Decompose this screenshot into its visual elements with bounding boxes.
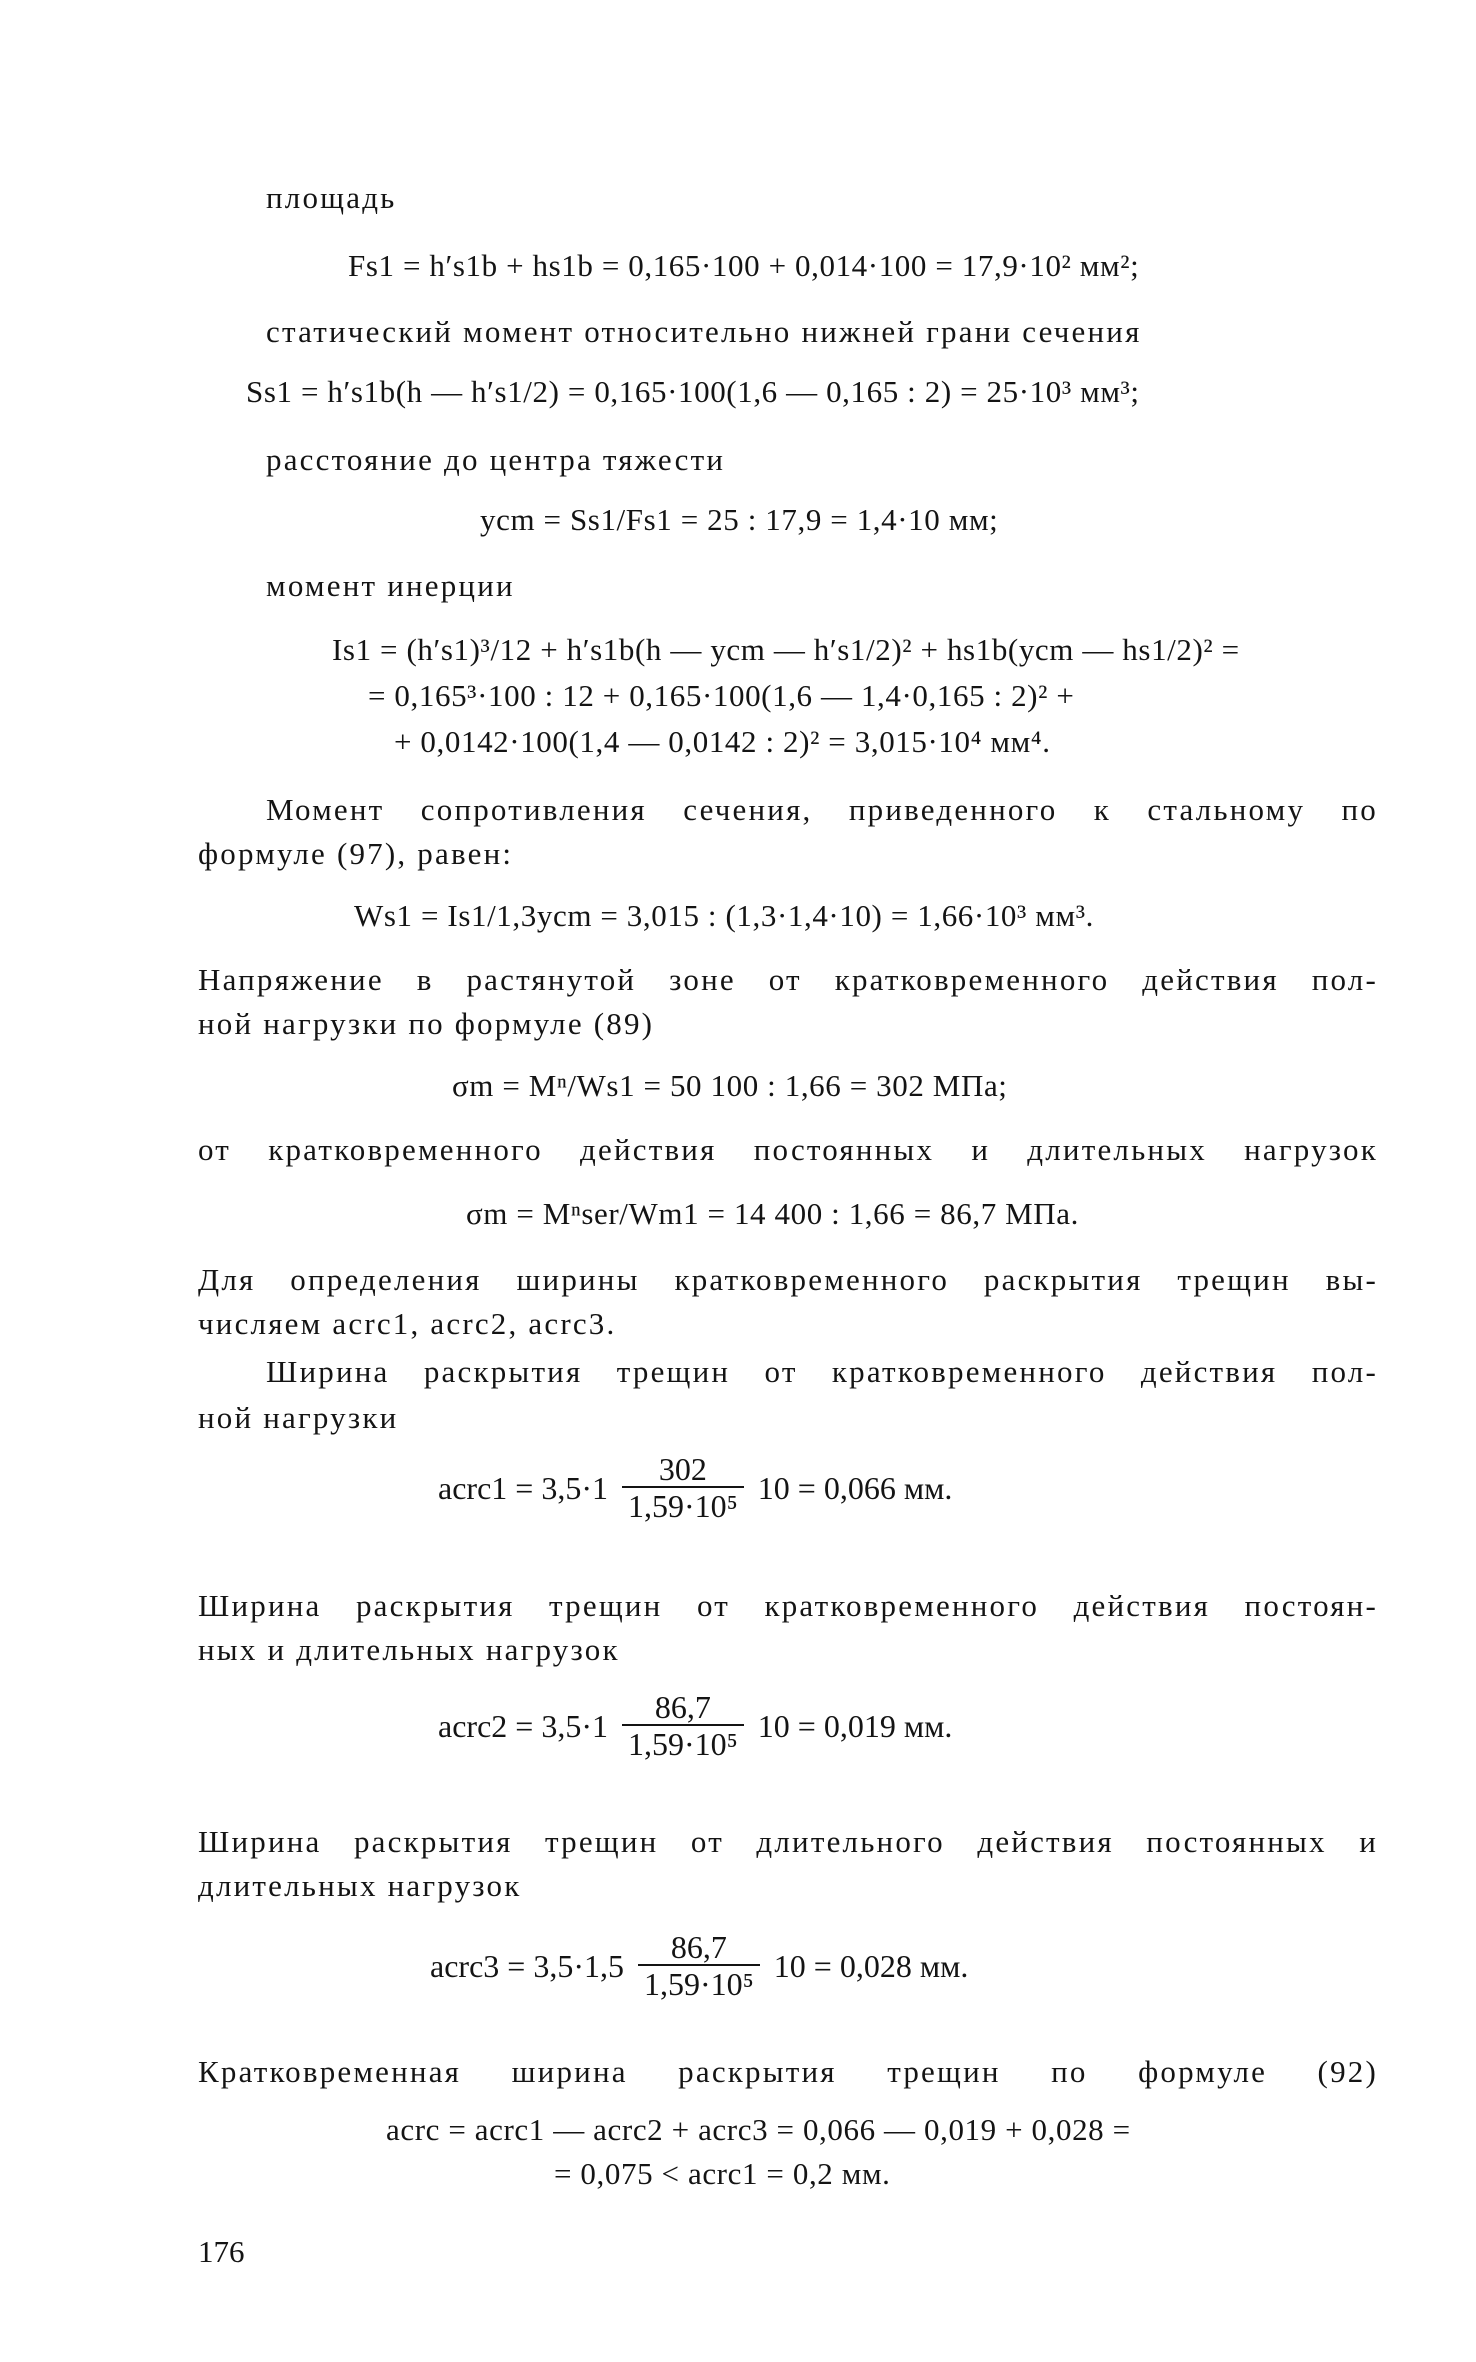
formula-line: σm = Mⁿ/Ws1 = 50 100 : 1,66 = 302 МПа; [452, 1068, 1008, 1103]
formula-lhs: acrc2 = 3,5·1 [438, 1707, 608, 1744]
formula-line: Ws1 = Is1/1,3ycm = 3,015 : (1,3·1,4·10) = 1,66·10³ мм³. [354, 898, 1094, 933]
fraction-numerator: 302 [658, 1451, 707, 1487]
text-line: формуле (97), равен: [198, 836, 514, 871]
text-line: Кратковременная ширина раскрытия трещин по формуле (92) [198, 2054, 1378, 2089]
fraction [638, 1930, 760, 2002]
formula-rhs: 10 = 0,028 мм. [773, 1947, 969, 1984]
formula-line: ycm = Ss1/Fs1 = 25 : 17,9 = 1,4·10 мм; [480, 502, 999, 537]
text-line: от кратковременного действия постоянных и длительных нагрузок [198, 1132, 1378, 1167]
crack-width-formula-3 [430, 1930, 968, 2002]
text-line: ной нагрузки по формуле (89) [198, 1006, 655, 1041]
formula-line: Ss1 = h′s1b(h — h′s1/2) = 0,165·100(1,6 — 0,165 : 2) = 25·10³ мм³; [246, 374, 1140, 409]
text-line: числяем acrc1, acrc2, acrc3. [198, 1306, 617, 1341]
text-line: Момент сопротивления сечения, приведенного к стальному по [266, 792, 1378, 827]
fraction-numerator: 86,7 [654, 1689, 711, 1725]
text-line: момент инерции [266, 568, 515, 603]
formula-rhs: 10 = 0,066 мм. [757, 1469, 953, 1506]
text-line: расстояние до центра тяжести [266, 442, 726, 477]
text-line: статический момент относительно нижней грани сечения [266, 314, 1142, 349]
text-line: Напряжение в растянутой зоне от кратковременного действия пол- [198, 962, 1378, 997]
text-line: ных и длительных нагрузок [198, 1632, 620, 1667]
fraction-denominator: 1,59·10⁵ [622, 1724, 744, 1762]
formula-line: + 0,0142·100(1,4 — 0,0142 : 2)² = 3,015·10⁴ мм⁴. [394, 724, 1051, 759]
fraction-numerator: 86,7 [670, 1929, 727, 1965]
formula-line: = 0,075 < acrc1 = 0,2 мм. [554, 2156, 891, 2191]
crack-width-formula-1 [438, 1452, 952, 1524]
formula-lhs: acrc1 = 3,5·1 [438, 1469, 608, 1506]
page-number: 176 [198, 2234, 245, 2269]
formula-line: = 0,165³·100 : 12 + 0,165·100(1,6 — 1,4·0,165 : 2)² + [368, 678, 1075, 713]
formula-lhs: acrc3 = 3,5·1,5 [430, 1947, 624, 1984]
formula-line: σm = Mⁿser/Wm1 = 14 400 : 1,66 = 86,7 МПа. [466, 1196, 1080, 1231]
fraction [622, 1452, 744, 1524]
formula-line: Is1 = (h′s1)³/12 + h′s1b(h — ycm — h′s1/2)² + hs1b(ycm — hs1/2)² = [332, 632, 1240, 667]
text-line: Ширина раскрытия трещин от кратковременного действия постоян- [198, 1588, 1378, 1623]
text-line: Для определения ширины кратковременного раскрытия трещин вы- [198, 1262, 1378, 1297]
formula-rhs: 10 = 0,019 мм. [757, 1707, 953, 1744]
crack-width-formula-2 [438, 1690, 952, 1762]
formula-line: Fs1 = h′s1b + hs1b = 0,165·100 + 0,014·100 = 17,9·10² мм²; [348, 248, 1140, 283]
text-line: ной нагрузки [198, 1400, 399, 1435]
text-line: Ширина раскрытия трещин от длительного действия постоянных и [198, 1824, 1378, 1859]
fraction-denominator: 1,59·10⁵ [622, 1486, 744, 1524]
formula-line: acrc = acrc1 — acrc2 + acrc3 = 0,066 — 0,019 + 0,028 = [386, 2112, 1131, 2147]
fraction-denominator: 1,59·10⁵ [638, 1964, 760, 2002]
text-line: Ширина раскрытия трещин от кратковременного действия пол- [266, 1354, 1378, 1389]
text-line: длительных нагрузок [198, 1868, 522, 1903]
text-line: площадь [266, 180, 397, 215]
fraction [622, 1690, 744, 1762]
